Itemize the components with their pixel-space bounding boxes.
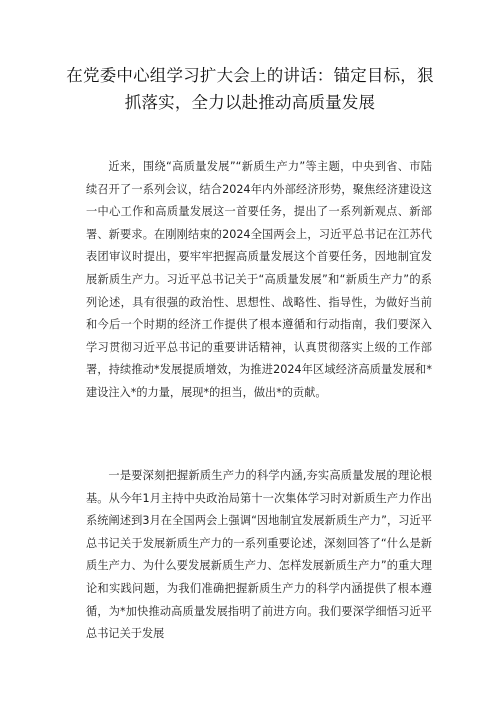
- body-paragraph: 近来，围绕“高质量发展”“新质生产力”等主题，中央到省、市陆续召开了一系列会议，结合2024年内外部经济形势，聚焦经济建设这一中心工作和高质量发展这一首要任务，提出了一系列新观点、新部署、新要求。在刚刚结束的2024全国两会上，习近平总书记在江苏代表团审议时提出，要牢牢把握高质量发展这个首要任务，因地制宜发展新质生产力。习近平总书记关于“高质量发展”和“新质生产力”的系列论述，具有很强的政治性、思想性、战略性、指导性，为做好当前和今后一个时期的经济工作提供了根本遵循和行动指南，我们要深入学习贯彻习近平总书记的重要讲话精神，认真贯彻落实上级的工作部署，持续推动*发展提质增效，为推进2024年区域经济高质量发展和*建设注入*的力量，展现*的担当，做出*的贡献。: [86, 160, 432, 399]
- document-title: 在党委中心组学习扩大会上的讲话：锚定目标，狠抓落实，全力以赴推动高质量发展: [66, 66, 434, 112]
- body-paragraph: 一是要深刻把握新质生产力的科学内涵,夯实高质量发展的理论根基。从今年1月主持中央政治局第十一次集体学习时对新质生产力作出系统阐述到3月在全国两会上强调“因地制宜发展新质生产力”，习近平总书记关于发展新质生产力的一系列重要论述，深刻回答了“什么是新质生产力、为什么要发展新质生产力、怎样发展新质生产力”的重大理论和实践问题，为我们准确把握新质生产力的科学内涵提供了根本遵循，为*加快推动高质量发展指明了前进方向。我们要深学细悟习近平总书记关于发展: [86, 469, 432, 641]
